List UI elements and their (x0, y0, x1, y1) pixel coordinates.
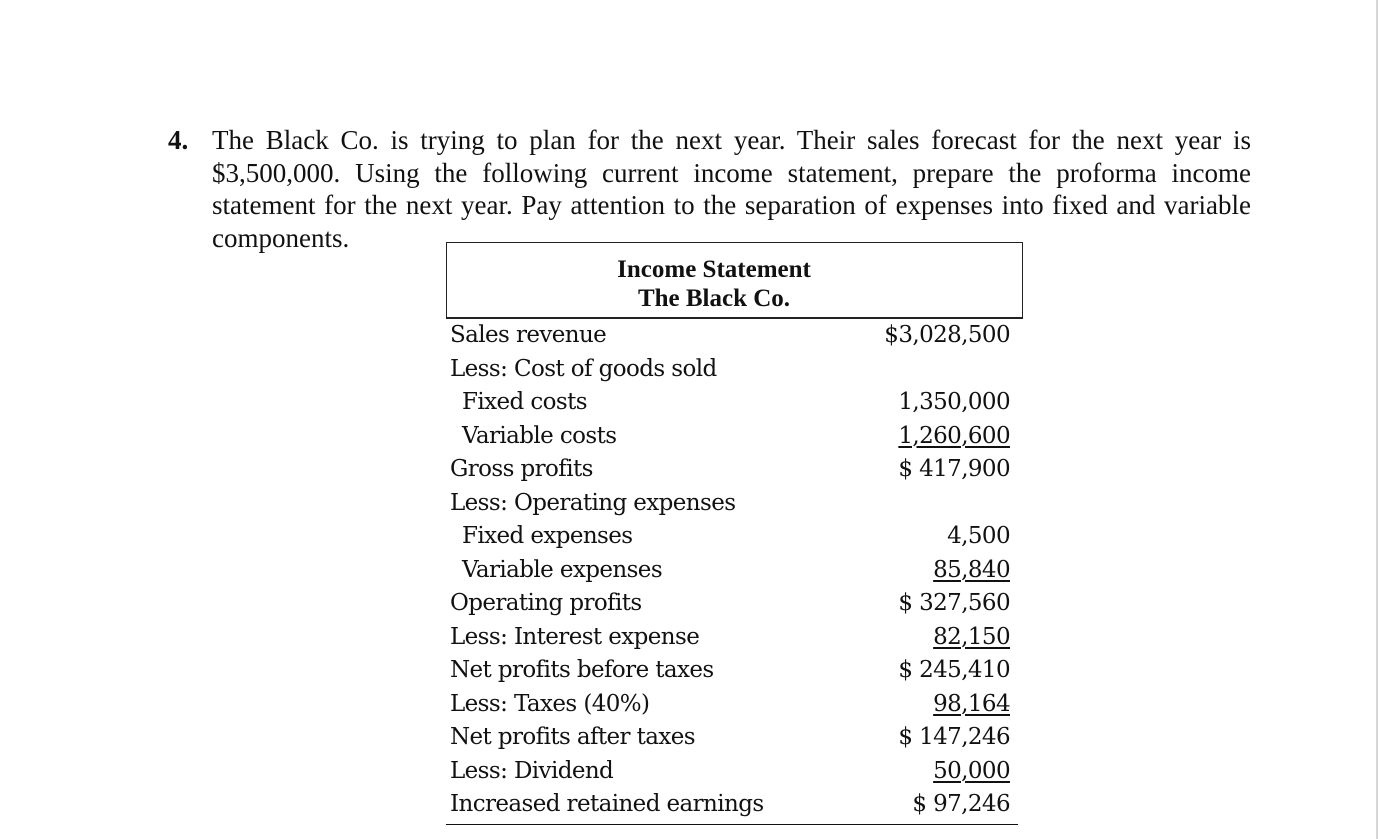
row-label: Fixed costs (462, 389, 587, 415)
statement-row (446, 353, 1018, 387)
page-edge-divider (1376, 0, 1378, 839)
row-label: Operating profits (450, 590, 642, 616)
statement-row (446, 721, 1018, 755)
statement-row (446, 453, 1018, 487)
row-amount: $3,028,500 (884, 322, 1010, 348)
statement-row (446, 386, 1018, 420)
row-label: Less: Operating expenses (450, 489, 736, 516)
income-statement-table (446, 242, 1023, 822)
row-label: Sales revenue (450, 322, 607, 348)
row-label: Variable expenses (462, 556, 663, 583)
statement-row (446, 688, 1018, 722)
row-label: Gross profits (450, 456, 593, 482)
statement-bottom-rule (446, 824, 1018, 826)
row-label: Less: Interest expense (450, 623, 700, 650)
row-amount: 1,260,600 (898, 422, 1010, 449)
statement-row (446, 554, 1018, 588)
row-amount: 82,150 (933, 623, 1010, 650)
statement-header (446, 242, 1023, 319)
row-amount: $ 417,900 (898, 456, 1010, 482)
row-amount: $ 245,410 (898, 657, 1010, 683)
statement-row (446, 654, 1018, 688)
row-amount: 98,164 (933, 690, 1010, 717)
statement-row (446, 319, 1018, 353)
row-amount: 50,000 (933, 757, 1010, 784)
statement-row (446, 788, 1018, 822)
row-amount: 85,840 (933, 556, 1010, 583)
statement-row (446, 487, 1018, 521)
row-label: Net profits after taxes (450, 724, 696, 750)
row-label: Net profits before taxes (450, 657, 714, 683)
row-label: Increased retained earnings (450, 791, 764, 817)
row-amount: $ 327,560 (898, 590, 1010, 616)
row-amount: $ 97,246 (912, 791, 1010, 817)
statement-rows (446, 319, 1018, 822)
statement-row (446, 420, 1018, 454)
statement-row (446, 587, 1018, 621)
statement-company: The Black Co. (637, 285, 791, 312)
statement-title: Income Statement (617, 256, 811, 283)
question-text: The Black Co. is trying to plan for the next year. Their sales forecast for the next year is $3,500,000. Using the following current income statement, prepare the proforma income statement for the next year. Pay attention to the separation of expenses into fixed and variable components. (212, 125, 1251, 253)
row-label: Variable costs (462, 422, 617, 449)
row-label: Less: Cost of goods sold (450, 355, 717, 382)
statement-row (446, 621, 1018, 655)
statement-row (446, 520, 1018, 554)
row-label: Fixed expenses (462, 523, 633, 549)
statement-row (446, 755, 1018, 789)
row-label: Less: Taxes (40%) (450, 690, 650, 717)
question-block (168, 124, 1251, 254)
row-amount: 4,500 (947, 523, 1010, 549)
row-amount: 1,350,000 (898, 389, 1010, 415)
question-number: 4. (168, 125, 189, 155)
row-label: Less: Dividend (450, 757, 614, 784)
row-amount: $ 147,246 (898, 724, 1010, 750)
